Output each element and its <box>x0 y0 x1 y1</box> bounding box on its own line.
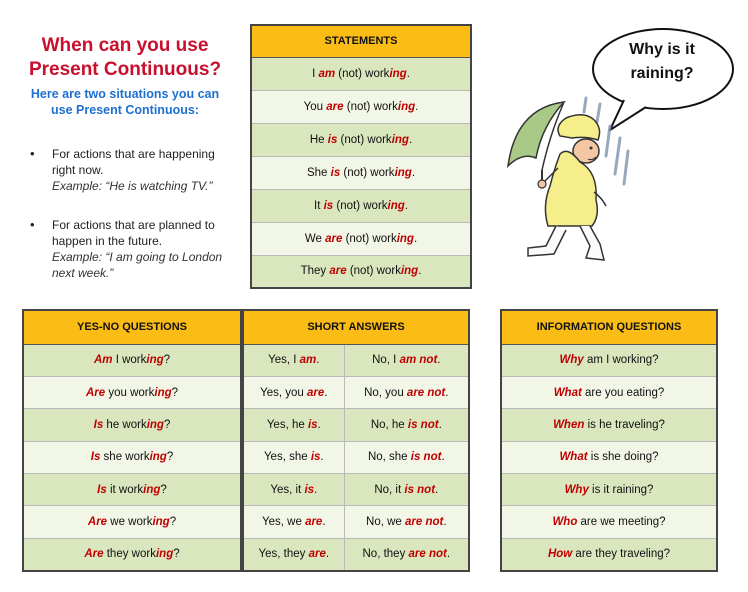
rain-umbrella-figure-icon <box>502 96 648 266</box>
table-row <box>251 222 471 255</box>
table-row <box>501 409 717 441</box>
table-row <box>501 506 717 538</box>
punct: . <box>320 451 324 464</box>
subject: I <box>312 67 319 80</box>
verb-stem: (not) work <box>346 265 401 278</box>
bullet-text: For actions that are happening <box>52 147 215 161</box>
bullet-text: For actions that are planned to <box>52 218 215 232</box>
answer-text: No, he <box>370 418 408 431</box>
speech-line-1: Why is it <box>629 41 695 58</box>
subject: We <box>304 232 326 245</box>
verb-be: is <box>310 451 321 464</box>
bullet-item <box>30 146 230 194</box>
answer-text: No, we <box>366 516 406 529</box>
answer-text: Yes, she <box>263 451 311 464</box>
punct: . <box>415 100 419 113</box>
question-rest: are we meeting? <box>577 516 666 529</box>
bullet-example: Example: “I am going to London <box>52 250 223 264</box>
verb-stem: (not) work <box>337 133 392 146</box>
subject: She <box>306 166 331 179</box>
table-row <box>23 538 241 570</box>
table-row <box>23 474 241 506</box>
info-questions-header: INFORMATION QUESTIONS <box>501 310 717 344</box>
suffix-ing: ing <box>396 232 414 245</box>
bullet-example: Example: “He is watching TV.” <box>52 179 213 193</box>
answer-text: Yes, you <box>260 386 307 399</box>
table-row <box>501 376 717 408</box>
table-row <box>251 189 471 222</box>
bullet-item <box>30 217 230 281</box>
punct: ? <box>171 386 179 399</box>
yes-answer <box>243 409 344 441</box>
short-answers-header: SHORT ANSWERS <box>243 310 469 344</box>
subject-stem: we work <box>107 516 153 529</box>
yes-answer <box>243 538 344 570</box>
verb-stem: (not) work <box>333 199 388 212</box>
verb-be: is <box>307 418 318 431</box>
verb-be: are <box>326 100 344 113</box>
table-row <box>501 441 717 473</box>
verb-be: are <box>329 265 347 278</box>
no-answer <box>344 409 469 441</box>
wh-word: Why <box>564 483 589 496</box>
subject: It <box>314 199 324 212</box>
suffix-ing: ing <box>154 386 172 399</box>
wh-word: Who <box>552 516 578 529</box>
punct: ? <box>166 451 174 464</box>
suffix-ing: ing <box>394 166 412 179</box>
verb-be: are not <box>405 516 444 529</box>
verb-be: is <box>304 483 315 496</box>
verb-stem: (not) work <box>335 67 390 80</box>
punct: . <box>316 354 320 367</box>
answer-text: Yes, he <box>266 418 308 431</box>
verb-be: Are <box>87 516 108 529</box>
wh-word: Why <box>559 354 584 367</box>
no-answer <box>344 441 469 473</box>
table-row <box>251 57 471 90</box>
punct: . <box>443 516 447 529</box>
question-rest: is she doing? <box>587 451 659 464</box>
table-row <box>23 344 241 376</box>
punct: . <box>411 166 416 179</box>
yes-answer <box>243 376 344 408</box>
answer-text: Yes, it <box>270 483 305 496</box>
verb-be: am not <box>399 354 438 367</box>
punct: . <box>438 418 442 431</box>
punct: ? <box>163 418 171 431</box>
suffix-ing: ing <box>149 451 167 464</box>
punct: ? <box>163 354 171 367</box>
speech-line-2: raining? <box>630 65 694 82</box>
statements-header: STATEMENTS <box>251 25 471 57</box>
suffix-ing: ing <box>143 483 161 496</box>
answer-text: Yes, I <box>268 354 300 367</box>
page-title <box>20 34 230 82</box>
table-row <box>23 441 241 473</box>
suffix-ing: ing <box>387 199 405 212</box>
bullet-text: happen in the future. <box>52 234 163 248</box>
verb-be: Are <box>84 548 104 561</box>
table-row <box>501 344 717 376</box>
no-answer <box>344 344 469 376</box>
information-questions-table <box>500 309 718 572</box>
suffix-ing: ing <box>389 67 407 80</box>
subject-stem: he work <box>103 418 147 431</box>
verb-be: is <box>327 133 338 146</box>
punct: . <box>446 548 451 561</box>
question-rest: are you eating? <box>581 386 665 399</box>
punct: . <box>325 548 330 561</box>
punct: . <box>435 483 439 496</box>
verb-be: Are <box>85 386 106 399</box>
punct: . <box>406 67 410 80</box>
yes-no-header: YES-NO QUESTIONS <box>23 310 241 344</box>
wh-word: When <box>553 418 585 431</box>
question-rest: are they traveling? <box>572 548 671 561</box>
answer-text: No, you <box>364 386 407 399</box>
no-answer <box>344 538 469 570</box>
punct: . <box>441 451 445 464</box>
subject: He <box>309 133 328 146</box>
answer-text: Yes, they <box>258 548 309 561</box>
subject: They <box>300 265 330 278</box>
table-row <box>23 376 241 408</box>
table-row <box>251 156 471 189</box>
verb-stem: (not) work <box>340 166 395 179</box>
subject-stem: she work <box>100 451 150 464</box>
question-rest: am I working? <box>583 354 659 367</box>
punct: ? <box>169 516 177 529</box>
yes-answer <box>243 441 344 473</box>
bullet-example: next week.” <box>52 266 114 280</box>
yes-answer <box>243 506 344 538</box>
wh-word: What <box>553 386 582 399</box>
punct: ? <box>160 483 167 496</box>
suffix-ing: ing <box>146 418 164 431</box>
verb-be: is <box>330 166 341 179</box>
table-row <box>23 506 241 538</box>
verb-be: are not <box>408 548 447 561</box>
punct: . <box>404 199 408 212</box>
punct: ? <box>173 548 180 561</box>
punct: . <box>445 386 449 399</box>
verb-be: Am <box>93 354 113 367</box>
punct: . <box>324 386 328 399</box>
subject-stem: they work <box>103 548 156 561</box>
bullet-text: right now. <box>52 163 104 177</box>
bullet-dot: • <box>30 146 35 161</box>
verb-stem: (not) work <box>342 232 397 245</box>
wh-word: What <box>559 451 588 464</box>
verb-be: Is <box>93 418 104 431</box>
suffix-ing: ing <box>391 133 409 146</box>
verb-be: are <box>306 386 325 399</box>
table-row <box>251 90 471 123</box>
punct: . <box>408 133 413 146</box>
verb-be: am <box>318 67 336 80</box>
punct: . <box>437 354 441 367</box>
title-line-1: When can you use <box>41 35 209 56</box>
verb-be: are <box>308 548 326 561</box>
subtitle-line-1: Here are two situations you can <box>30 87 220 101</box>
subject-stem: I work <box>112 354 147 367</box>
question-rest: is he traveling? <box>584 418 665 431</box>
yes-answer <box>243 474 344 506</box>
title-line-2: Present Continuous? <box>28 59 222 80</box>
yes-answer <box>243 344 344 376</box>
punct: . <box>322 516 326 529</box>
subject: You <box>303 100 327 113</box>
subject-stem: it work <box>106 483 144 496</box>
verb-be: am <box>299 354 317 367</box>
verb-be: Is <box>90 451 101 464</box>
subtitle <box>18 86 232 118</box>
wh-word: How <box>547 548 573 561</box>
verb-be: are not <box>406 386 446 399</box>
speech-bubble-text <box>598 38 726 86</box>
suffix-ing: ing <box>152 516 170 529</box>
verb-stem: (not) work <box>343 100 398 113</box>
bullet-dot: • <box>30 217 35 232</box>
punct: . <box>413 232 418 245</box>
punct: . <box>314 483 318 496</box>
table-row <box>23 409 241 441</box>
answer-text: No, I <box>372 354 400 367</box>
subtitle-line-2: use Present Continuous: <box>51 103 199 117</box>
yes-no-questions-table <box>22 309 242 572</box>
short-answers-table <box>242 309 470 572</box>
verb-be: is not <box>410 451 442 464</box>
suffix-ing: ing <box>155 548 174 561</box>
table-row <box>501 538 717 570</box>
verb-be: is <box>323 199 334 212</box>
table-row <box>251 255 471 288</box>
no-answer <box>344 376 469 408</box>
subject-stem: you work <box>105 386 155 399</box>
punct: . <box>317 418 321 431</box>
verb-be: is not <box>407 418 439 431</box>
punct: . <box>418 265 422 278</box>
suffix-ing: ing <box>400 265 419 278</box>
answer-text: No, she <box>367 451 411 464</box>
verb-be: Is <box>97 483 107 496</box>
table-row <box>251 123 471 156</box>
answer-text: No, they <box>362 548 409 561</box>
statements-table <box>250 24 472 289</box>
no-answer <box>344 474 469 506</box>
suffix-ing: ing <box>397 100 416 113</box>
verb-be: are <box>325 232 343 245</box>
verb-be: are <box>305 516 323 529</box>
suffix-ing: ing <box>146 354 164 367</box>
verb-be: is not <box>404 483 436 496</box>
table-row <box>501 474 717 506</box>
answer-text: Yes, we <box>262 516 306 529</box>
answer-text: No, it <box>374 483 405 496</box>
question-rest: is it raining? <box>588 483 654 496</box>
no-answer <box>344 506 469 538</box>
